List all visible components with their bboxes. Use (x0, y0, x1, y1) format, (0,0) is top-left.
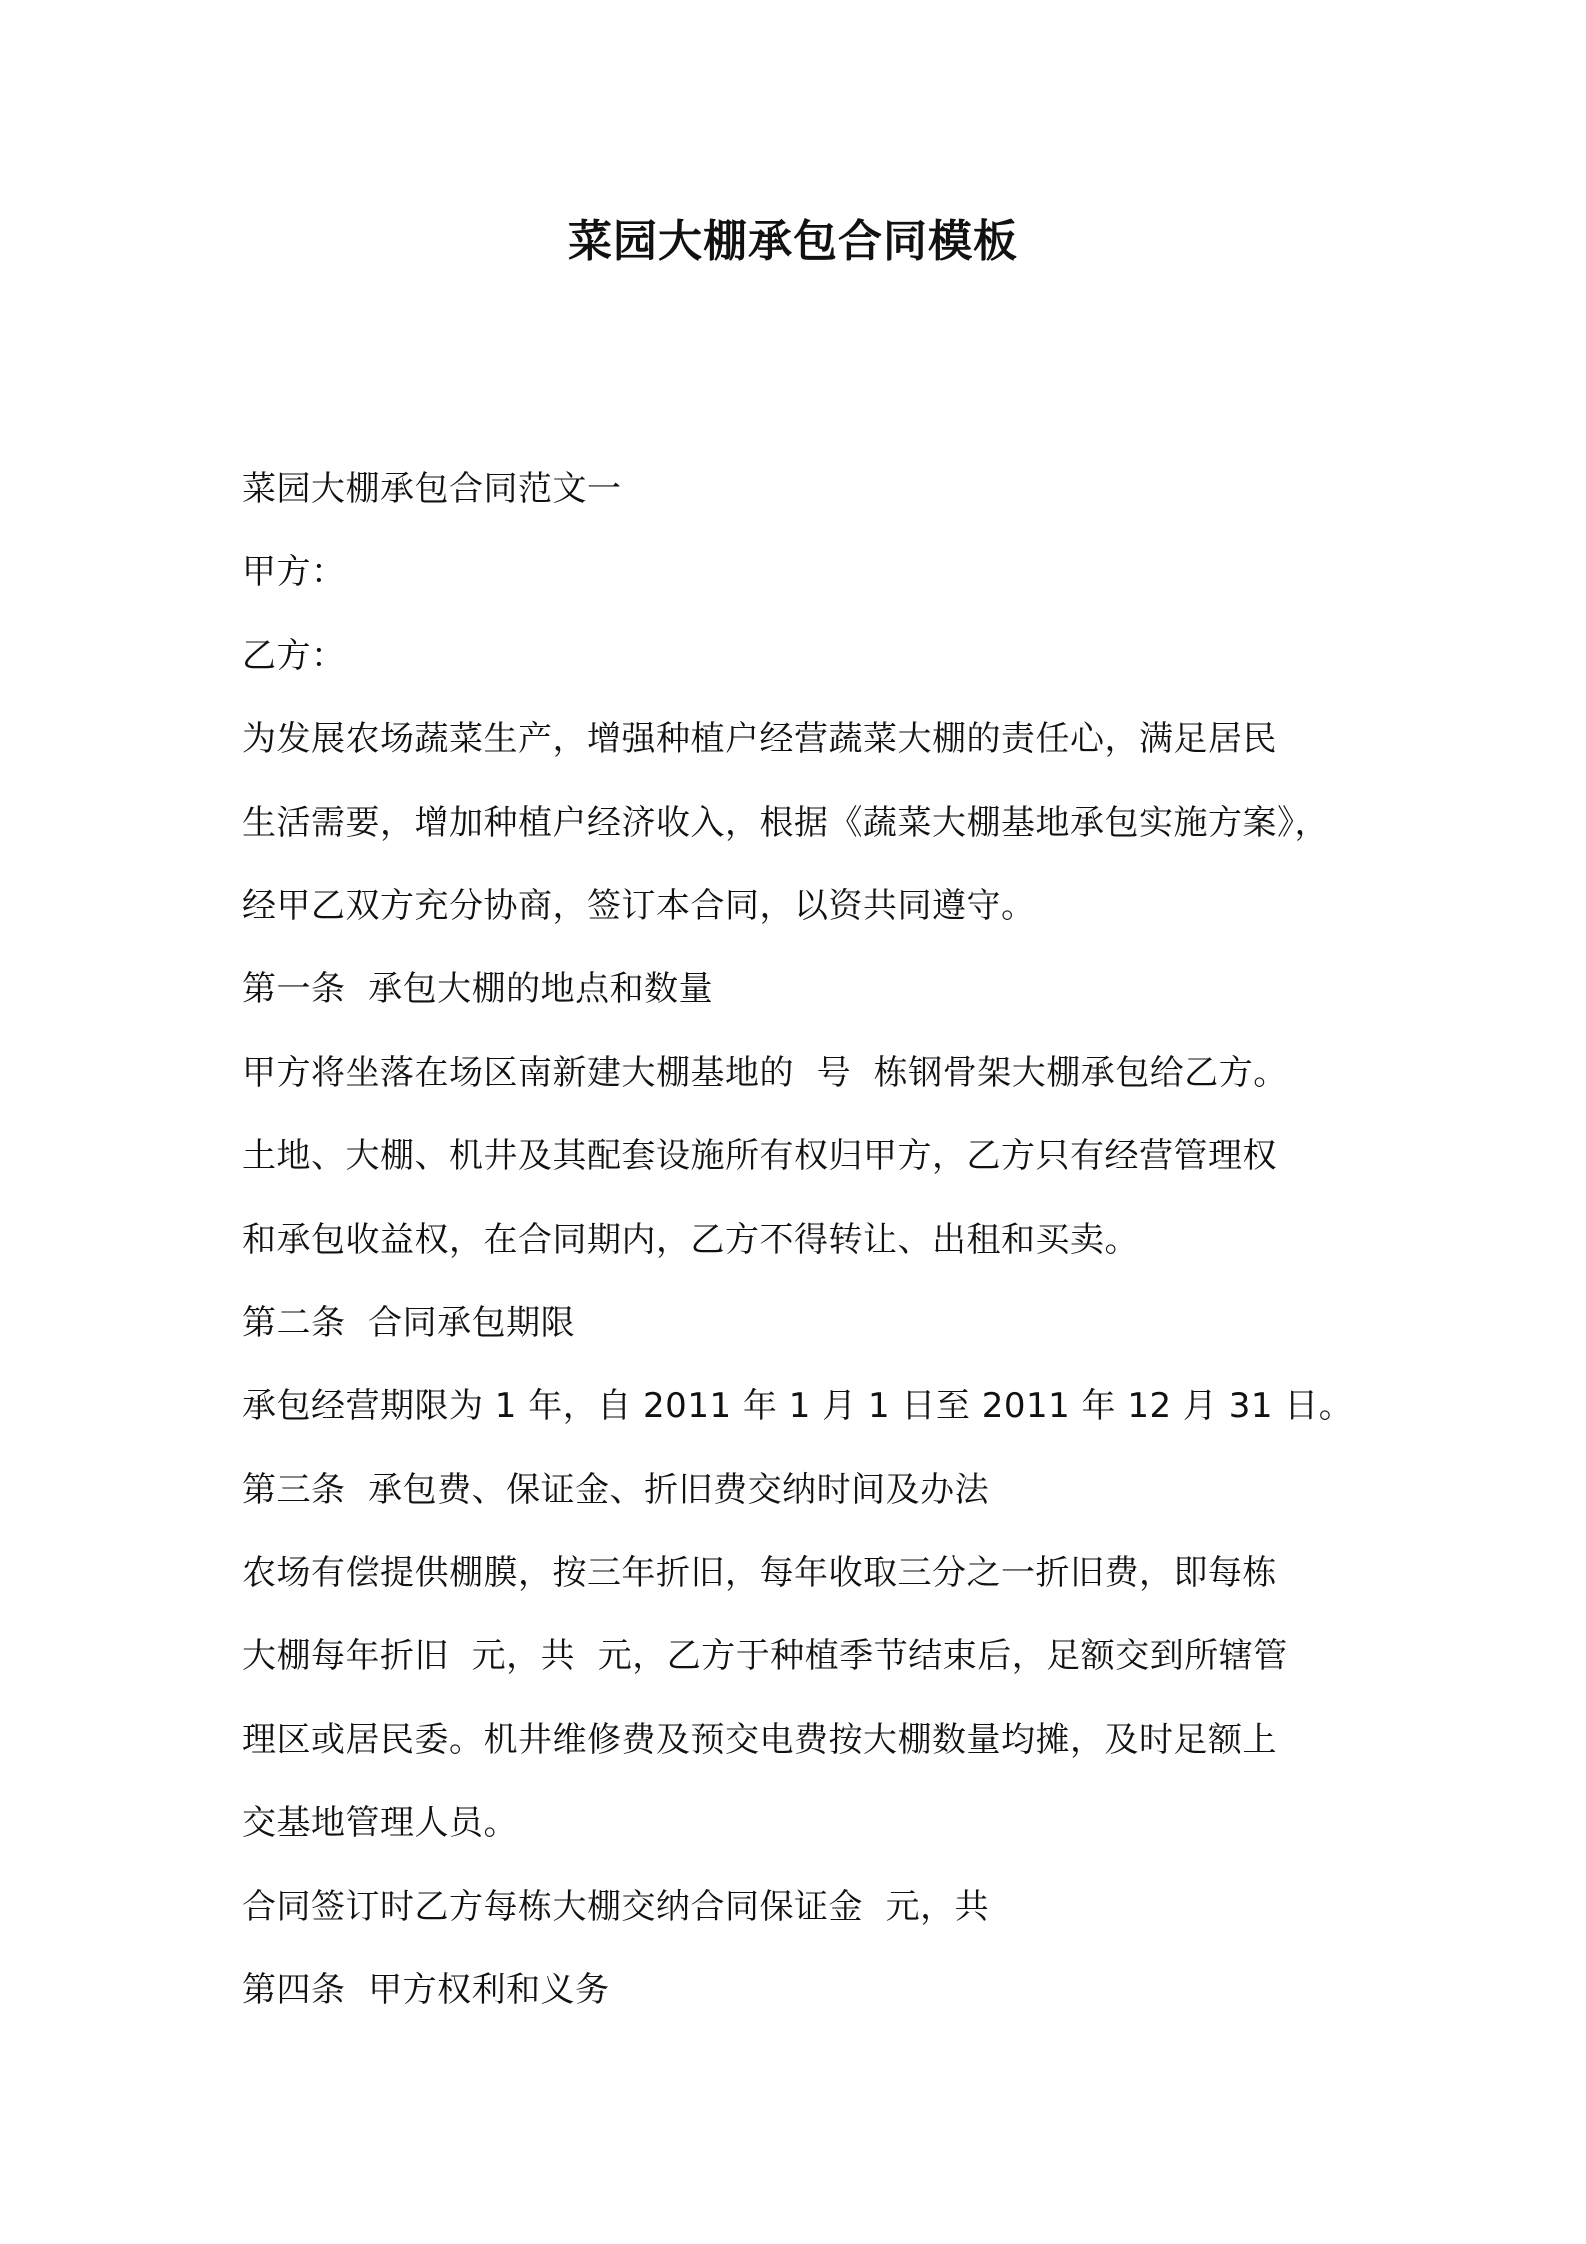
preamble-line-2: 生活需要，增加种植户经济收入，根据《蔬菜大棚基地承包实施方案》， (242, 802, 1329, 843)
article-2-heading: 第二条 合同承包期限 (242, 1302, 576, 1343)
article-3-line-4: 交基地管理人员。 (242, 1803, 518, 1844)
section-heading-sample-one: 菜园大棚承包合同范文一 (242, 469, 622, 509)
article-1-line-3: 和承包收益权，在合同期内，乙方不得转让、出租和买卖。 (242, 1219, 1139, 1260)
article-3-line-2: 大棚每年折旧 元，共 元，乙方于种植季节结束后，足额交到所辖管 (242, 1636, 1288, 1677)
party-a-line: 甲方： (242, 552, 346, 593)
preamble-line-3: 经甲乙双方充分协商，签订本合同，以资共同遵守。 (242, 885, 1036, 926)
article-1-line-2: 土地、大棚、机井及其配套设施所有权归甲方，乙方只有经营管理权 (242, 1136, 1277, 1177)
document-title: 菜园大棚承包合同模板 (568, 216, 1018, 267)
article-1-line-1: 甲方将坐落在场区南新建大棚基地的 号 栋钢骨架大棚承包给乙方。 (242, 1052, 1288, 1093)
article-1-heading: 第一条 承包大棚的地点和数量 (242, 969, 714, 1010)
article-3-line-1: 农场有偿提供棚膜，按三年折旧，每年收取三分之一折旧费，即每栋 (242, 1553, 1277, 1594)
document-body (242, 448, 1362, 2032)
article-4-heading: 第四条 甲方权利和义务 (242, 1970, 610, 2011)
article-3-line-3: 理区或居民委。机井维修费及预交电费按大棚数量均摊，及时足额上 (242, 1719, 1277, 1760)
party-b-line: 乙方： (242, 635, 346, 676)
article-2-line-1: 承包经营期限为 1 年，自 2011 年 1 月 1 日至 2011 年 12 月 31 日。 (242, 1386, 1354, 1427)
preamble-line-1: 为发展农场蔬菜生产，增强种植户经营蔬菜大棚的责任心，满足居民 (242, 719, 1277, 760)
article-3-heading: 第三条 承包费、保证金、折旧费交纳时间及办法 (242, 1469, 990, 1510)
deposit-line: 合同签订时乙方每栋大棚交纳合同保证金 元，共 (242, 1886, 990, 1927)
